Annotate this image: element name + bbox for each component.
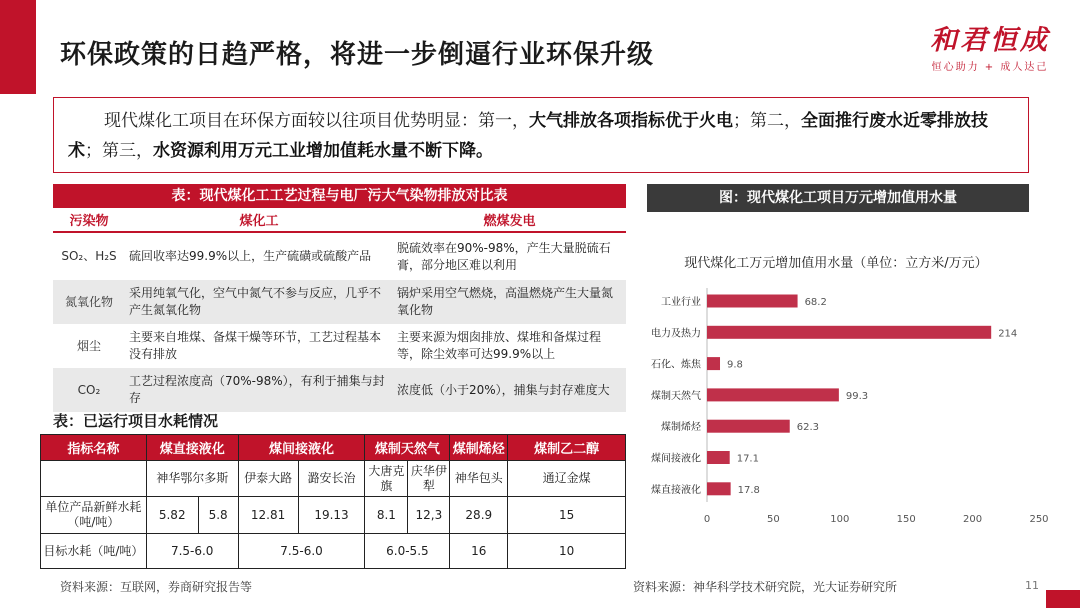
row-label: 单位产品新鲜水耗（吨/吨） [41, 497, 147, 534]
value-cell: 10 [508, 534, 626, 569]
summary-bold: 全面推行废水近零排放技术 [68, 111, 988, 161]
project-cell: 神华鄂尔多斯 [146, 461, 238, 497]
value-cell: 5.8 [198, 497, 238, 534]
logo-slogan: 恒心助力 + 成人达己 [931, 62, 1049, 73]
bar [707, 326, 991, 339]
table1-title: 表：现代煤化工工艺过程与电厂污大气染物排放对比表 [53, 184, 626, 208]
bar [707, 295, 798, 308]
table-row [53, 280, 626, 324]
column-header: 污染物 [53, 208, 125, 232]
company-logo [930, 18, 1050, 73]
x-tick-label: 200 [963, 514, 983, 525]
column-header: 煤间接液化 [238, 435, 365, 461]
value-cell: 19.13 [298, 497, 365, 534]
bar [707, 451, 730, 464]
data-label: 9.8 [727, 359, 743, 371]
pollutant-cell: 烟尘 [76, 338, 101, 353]
x-tick-label: 50 [767, 514, 780, 525]
chart-section-title: 图：现代煤化工项目万元增加值用水量 [647, 184, 1029, 212]
coal-chem-cell: 硫回收率达99.9%以上，生产硫磺或硫酸产品 [129, 249, 372, 263]
source-note-left: 资料来源：互联网，券商研究报告等 [60, 580, 253, 594]
column-header: 煤制烯烃 [450, 435, 508, 461]
column-header: 煤制乙二醇 [508, 435, 626, 461]
source-note-right: 资料来源：神华科学技术研究院，光大证券研究所 [633, 580, 898, 594]
project-cell: 庆华伊犁 [408, 461, 450, 497]
coal-power-cell: 主要来源为烟囱排放、煤堆和备煤过程等，除尘效率可达99.9%以上 [397, 330, 602, 361]
summary-bold: 水资源利用万元工业增加值耗水量不断下降。 [153, 141, 493, 161]
column-header: 煤直接液化 [146, 435, 238, 461]
project-cell: 大唐克旗 [365, 461, 408, 497]
table-header-row [53, 208, 626, 232]
summary-text: 现代煤化工项目在环保方面较以往项目优势明显：第一， [104, 111, 529, 131]
value-cell: 8.1 [365, 497, 408, 534]
value-cell: 15 [508, 497, 626, 534]
x-tick-label: 100 [830, 514, 850, 525]
x-tick-label: 250 [1029, 514, 1049, 525]
water-consumption-table [40, 434, 626, 569]
x-tick-label: 150 [896, 514, 916, 525]
coal-power-cell: 锅炉采用空气燃烧，高温燃烧产生大量氮氧化物 [393, 280, 626, 324]
category-label: 煤间接液化 [651, 453, 701, 465]
category-label: 煤直接液化 [651, 484, 701, 496]
coal-chem-cell: 主要来自堆煤、备煤干燥等环节，工艺过程基本没有排放 [129, 330, 382, 361]
table-row [41, 497, 626, 534]
column-header: 指标名称 [41, 435, 147, 461]
table-row [41, 534, 626, 569]
project-cell: 神华包头 [450, 461, 508, 497]
data-label: 214 [998, 328, 1018, 340]
coal-chem-cell: 采用纯氧气化，空气中氮气不参与反应，几乎不产生氮氧化物 [125, 280, 393, 324]
summary-box [53, 97, 1029, 173]
data-label: 62.3 [796, 422, 819, 434]
category-label: 电力及热力 [651, 328, 701, 340]
column-header: 煤制天然气 [365, 435, 450, 461]
bar [707, 357, 720, 370]
category-label: 煤制烯烃 [661, 422, 701, 434]
chart-title: 现代煤化工万元增加值用水量（单位：立方米/万元） [684, 256, 988, 271]
table-row [41, 461, 626, 497]
category-label: 工业行业 [661, 297, 701, 308]
value-cell: 7.5-6.0 [238, 534, 365, 569]
value-cell: 28.9 [450, 497, 508, 534]
column-header: 燃煤发电 [393, 208, 626, 232]
emission-comparison-table [53, 208, 626, 412]
empty-cell [41, 461, 147, 497]
bar [707, 420, 790, 433]
table-header-row [41, 435, 626, 461]
value-cell: 5.82 [146, 497, 198, 534]
row-label: 目标水耗（吨/吨） [41, 534, 147, 569]
data-label: 68.2 [804, 297, 827, 308]
value-cell: 12.81 [238, 497, 298, 534]
coal-chem-cell: 工艺过程浓度高（70%-98%），有利于捕集与封存 [125, 368, 393, 412]
coal-power-cell: 浓度低（小于20%），捕集与封存难度大 [393, 368, 626, 412]
bar [707, 482, 731, 495]
summary-bold: 大气排放各项指标优于火电 [529, 111, 733, 131]
pollutant-cell: SO₂、H₂S [61, 249, 117, 263]
data-label: 17.1 [736, 453, 759, 465]
table-row [53, 324, 626, 368]
water-use-bar-chart [636, 240, 1049, 530]
summary-text: ；第二， [733, 111, 801, 131]
footer-accent-bar [1046, 590, 1080, 608]
table-row [53, 368, 626, 412]
pollutant-cell: CO₂ [53, 368, 125, 412]
page-title: 环保政策的日趋严格，将进一步倒逼行业环保升级 [60, 40, 655, 70]
value-cell: 16 [450, 534, 508, 569]
project-cell: 伊泰大路 [238, 461, 298, 497]
data-label: 99.3 [845, 390, 869, 402]
accent-bar [0, 0, 36, 94]
data-label: 17.8 [737, 484, 760, 496]
value-cell: 7.5-6.0 [146, 534, 238, 569]
x-tick-label: 0 [703, 514, 711, 525]
logo-text: 和君恒成 [930, 25, 1050, 56]
summary-text: ；第三， [85, 141, 153, 161]
coal-power-cell: 脱硫效率在90%-98%，产生大量脱硫石膏，部分地区难以利用 [397, 240, 611, 272]
category-label: 石化、炼焦 [651, 359, 701, 371]
column-header: 煤化工 [125, 208, 393, 232]
category-label: 煤制天然气 [651, 390, 701, 402]
pollutant-cell: 氮氧化物 [53, 280, 125, 324]
value-cell: 6.0-5.5 [365, 534, 450, 569]
value-cell: 12,3 [408, 497, 450, 534]
page-number: 11 [1025, 579, 1039, 592]
table-row [53, 232, 626, 280]
project-cell: 通辽金煤 [508, 461, 626, 497]
project-cell: 潞安长治 [298, 461, 365, 497]
bar [707, 388, 839, 401]
table2-title: 表：已运行项目水耗情况 [53, 412, 219, 430]
